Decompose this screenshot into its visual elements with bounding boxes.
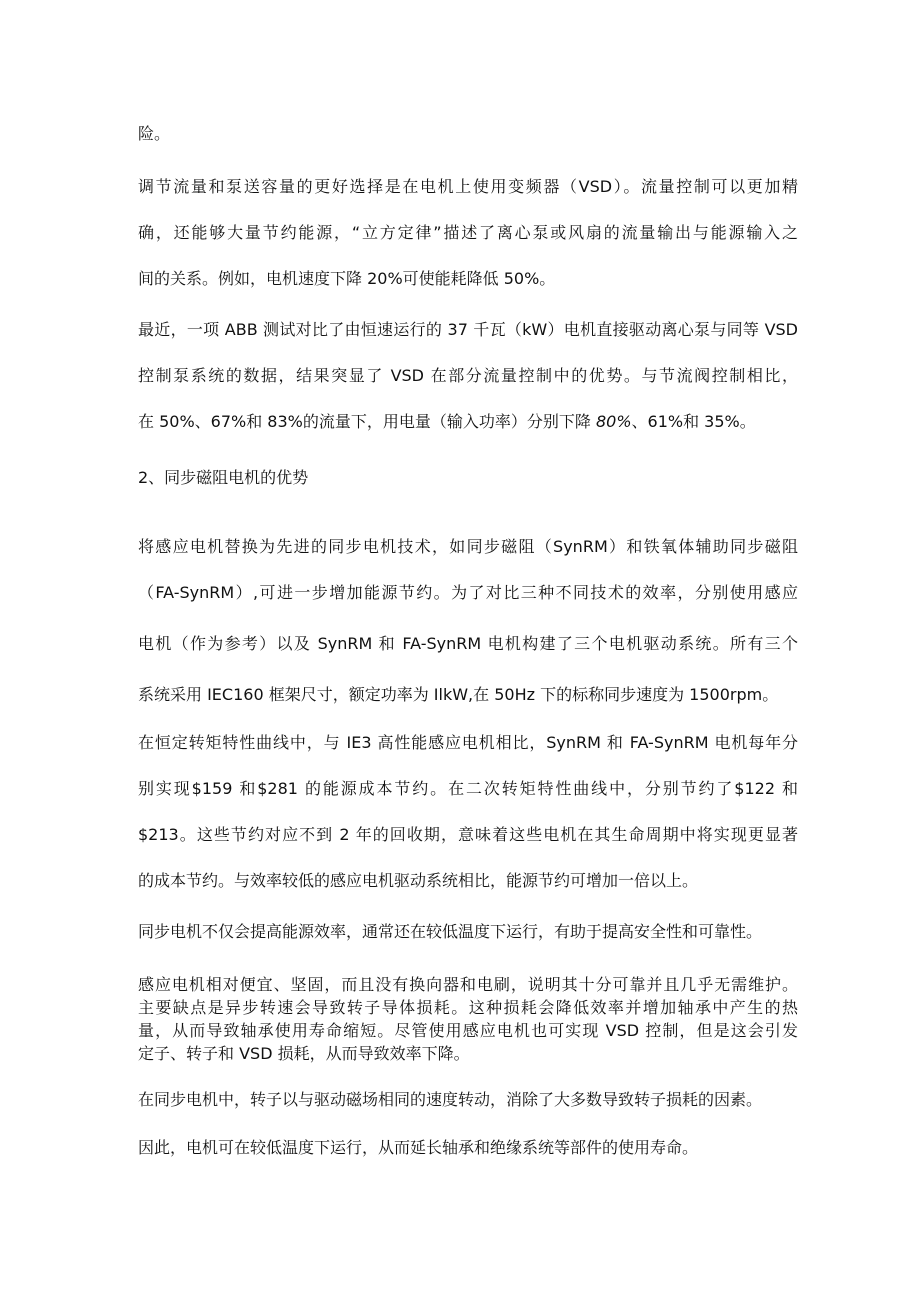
paragraph-line: （FA-SynRM）,可进一步增加能源节约。为了对比三种不同技术的效率，分别使用感应 bbox=[138, 583, 798, 602]
paragraph-line: 控制泵系统的数据，结果突显了 VSD 在部分流量控制中的优势。与节流阀控制相比， bbox=[138, 366, 798, 385]
paragraph-fragment: 险。 bbox=[138, 124, 171, 143]
paragraph-line: 感应电机相对便宜、坚固，而且没有换向器和电刷，说明其十分可靠并且几乎无需维护。 bbox=[138, 975, 798, 994]
paragraph-line: 将感应电机替换为先进的同步电机技术，如同步磁阻（SynRM）和铁氧体辅助同步磁阻 bbox=[138, 537, 798, 556]
italic-value: 80% bbox=[595, 412, 632, 431]
paragraph-line: 主要缺点是异步转速会导致转子导体损耗。这种损耗会降低效率并增加轴承中产生的热 bbox=[138, 998, 798, 1017]
paragraph-line: 在恒定转矩特性曲线中，与 IE3 高性能感应电机相比，SynRM 和 FA-SynRM 电机每年分 bbox=[138, 733, 798, 752]
paragraph-line: 定子、转子和 VSD 损耗，从而导致效率下降。 bbox=[138, 1044, 470, 1063]
paragraph-line: 最近，一项 ABB 测试对比了由恒速运行的 37 千瓦（kW）电机直接驱动离心泵与同等 VSD bbox=[138, 320, 798, 339]
paragraph-sync-rotor: 在同步电机中，转子以与驱动磁场相同的速度转动，消除了大多数导致转子损耗的因素。 bbox=[138, 1090, 763, 1109]
text-run: 在 50%、67%和 83%的流量下，用电量（输入功率）分别下降 bbox=[138, 412, 596, 431]
paragraph-line: 量，从而导致轴承使用寿命缩短。尽管使用感应电机也可实现 VSD 控制，但是这会引发 bbox=[138, 1021, 798, 1040]
text-run: 、61%和 35%。 bbox=[631, 412, 756, 431]
section-heading: 2、同步磁阻电机的优势 bbox=[138, 468, 309, 487]
paragraph-sync-efficiency: 同步电机不仅会提高能源效率，通常还在较低温度下运行，有助于提高安全性和可靠性。 bbox=[138, 922, 763, 941]
paragraph-line: 的成本节约。与效率较低的感应电机驱动系统相比，能源节约可增加一倍以上。 bbox=[138, 871, 699, 890]
paragraph-line: 电机（作为参考）以及 SynRM 和 FA-SynRM 电机构建了三个电机驱动系统。所有三个 bbox=[138, 634, 798, 653]
paragraph-line: 调节流量和泵送容量的更好选择是在电机上使用变频器（VSD）。流量控制可以更加精 bbox=[138, 177, 798, 196]
paragraph-line: 间的关系。例如，电机速度下降 20%可使能耗降低 50%。 bbox=[138, 269, 556, 288]
paragraph-line bbox=[138, 399, 798, 445]
paragraph-line: 别实现$159 和$281 的能源成本节约。在二次转矩特性曲线中，分别节约了$122 和 bbox=[138, 779, 798, 798]
paragraph-line: $213。这些节约对应不到 2 年的回收期，意味着这些电机在其生命周期中将实现更显著 bbox=[138, 825, 798, 844]
paragraph-lifetime: 因此，电机可在较低温度下运行，从而延长轴承和绝缘系统等部件的使用寿命。 bbox=[138, 1138, 699, 1157]
paragraph-line: 确，还能够大量节约能源，“立方定律”描述了离心泵或风扇的流量输出与能源输入之 bbox=[138, 223, 798, 242]
paragraph-line: 系统采用 IEC160 框架尺寸，额定功率为 IlkW,在 50Hz 下的标称同步速度为 1500rpm。 bbox=[138, 685, 779, 704]
